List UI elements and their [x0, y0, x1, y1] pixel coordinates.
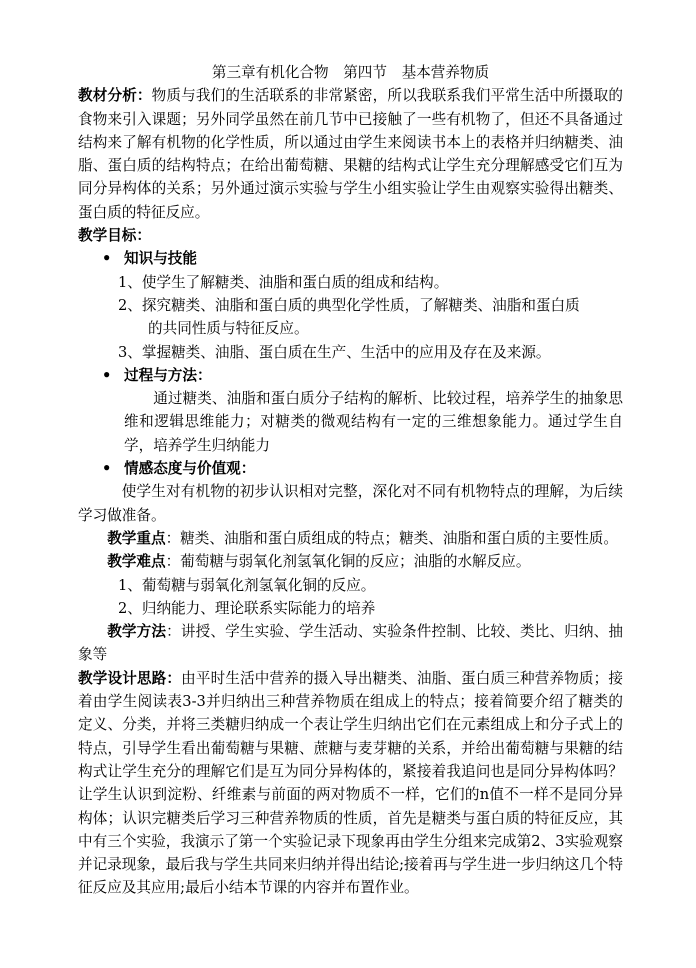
difficulties-paragraph — [78, 550, 623, 573]
document-page — [78, 61, 623, 900]
analysis-paragraph — [78, 84, 623, 224]
design-paragraph — [78, 667, 623, 900]
process-text: 通过糖类、油脂和蛋白质分子结构的解析、比较过程，培养学生的抽象思维和逻辑思维能力；对糖类的微观结构有一定的三维想象能力。通过学生自学，培养学生归纳能力 — [124, 390, 623, 454]
page-title: 第三章有机化合物 第四节 基本营养物质 — [211, 64, 490, 81]
knowledge-item-3: 3、掌握糖类、油脂、蛋白质在生产、生活中的应用及存在及来源。 — [118, 343, 551, 361]
bullet-icon: • — [102, 366, 112, 384]
analysis-text: 物质与我们的生活联系的非常紧密，所以我联系我们平常生活中所摄取的食物来引入课题；另外同学虽然在前几节中已接触了一些有机物了，但还不具备通过结构来了解有机物的化学性质，所以通过由学生来阅读书本上的表格并归纳糖类、油脂、蛋白质的结构特点；在给出葡萄糖、果糖的结构式让学生充分理解感受它们互为同分异构体的关系；另外通过演示实验与学生小组实验让学生由观察实验得出糖类、蛋白质的特征反应。 — [78, 87, 623, 221]
knowledge-item-2: 2、探究糖类、油脂和蛋白质的典型化学性质，了解糖类、油脂和蛋白质 — [118, 296, 580, 314]
knowledge-label: 知识与技能 — [124, 250, 197, 268]
design-text: 由平时生活中营养的摄入导出糖类、油脂、蛋白质三种营养物质；接着由学生阅读表3-3并归纳出三种营养物质在组成上的特点；接着简要介绍了糖类的定义、分类，并将三类糖归纳成一个表让学生归纳出它们在元素组成上和分子式上的特点，引导学生看出葡萄糖与果糖、蔗糖与麦芽糖的关系，并给出葡萄糖与果糖的结构式让学生充分的理解它们是互为同分异构体的，紧接着我追问也是同分异构体吗？让学生认识到淀粉、纤维素与前面的两对物质不一样，它们的n值不一样不是同分异构体；认识完糖类后学习三种营养物质的性质，首先是糖类与蛋白质的特征反应，其中有三个实验，我演示了第一个实验记录下现象再由学生分组来完成第2、3实验观察并记录现象，最后我与学生共同来归纳并得出结论;接着再与学生进一步归纳这几个特征反应及其应用;最后小结本节课的内容并布置作业。 — [78, 669, 623, 897]
key-points-label: 教学重点 — [107, 529, 166, 547]
emotion-text: 使学生对有机物的初步认识相对完整，深化对不同有机物特点的理解，为后续学习做准备。 — [78, 483, 623, 524]
process-heading — [78, 364, 623, 387]
methods-label: 教学方法 — [107, 623, 167, 641]
key-points-paragraph — [78, 527, 623, 550]
methods-text: ：讲授、学生实验、学生活动、实验条件控制、比较、类比、归纳、抽象等 — [78, 623, 623, 664]
goals-heading: 教学目标： — [78, 227, 151, 245]
emotion-label: 情感态度与价值观： — [124, 460, 256, 478]
analysis-label: 教材分析： — [78, 87, 152, 105]
knowledge-item-2-cont: 的共同性质与特征反应。 — [148, 320, 309, 338]
knowledge-heading — [78, 247, 623, 270]
key-points-text: ：糖类、油脂和蛋白质组成的特点；糖类、油脂和蛋白质的主要性质。 — [165, 529, 618, 547]
difficulties-item-1: 1、葡萄糖与弱氧化剂氢氧化铜的反应。 — [118, 576, 376, 594]
bullet-icon: • — [102, 250, 112, 268]
difficulties-item-2: 2、归纳能力、理论联系实际能力的培养 — [118, 599, 376, 617]
emotion-heading — [78, 457, 623, 480]
difficulties-label: 教学难点 — [107, 553, 166, 571]
bullet-icon: • — [102, 460, 112, 478]
knowledge-item-1: 1、使学生了解糖类、油脂和蛋白质的组成和结构。 — [118, 273, 449, 291]
difficulties-text: ：葡萄糖与弱氧化剂氢氧化铜的反应；油脂的水解反应。 — [165, 553, 531, 571]
methods-paragraph — [78, 620, 623, 667]
design-label: 教学设计思路： — [78, 669, 182, 687]
process-label: 过程与方法： — [124, 366, 212, 384]
